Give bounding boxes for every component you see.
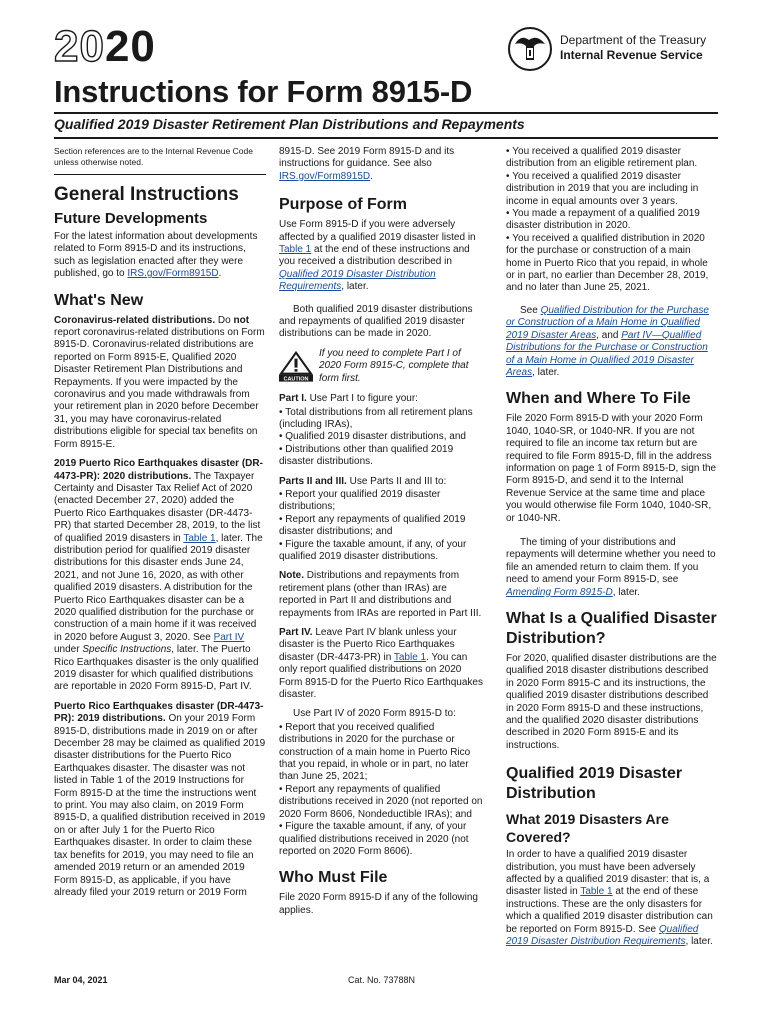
list-item: • Report that you received qualified distributions in 2020 for the purchase or construction of a main home in Puerto Rico that you repaid, in whole or in part, no later than June 25, 2021; xyxy=(279,722,485,784)
subtitle-rule xyxy=(54,137,718,139)
service-name: Internal Revenue Service xyxy=(560,48,703,62)
future-developments-heading: Future Developments xyxy=(54,210,208,227)
disasters-covered-heading: What 2019 Disasters Are Covered? xyxy=(506,811,669,846)
column-middle xyxy=(279,146,485,924)
column-left xyxy=(54,146,266,906)
list-item: • Distributions other than qualified 2019 disaster distributions. xyxy=(279,444,485,469)
caution-box xyxy=(279,348,485,385)
parts-2-3-bullets xyxy=(279,489,485,563)
department-name: Department of the Treasury xyxy=(560,33,707,47)
list-item: • Total distributions from all retirement plans (including IRAs), xyxy=(279,407,485,432)
caution-label: CAUTION xyxy=(283,376,309,383)
pr-2020-paragraph: 2019 Puerto Rico Earthquakes disaster (DR-4473-PR): 2020 distributions. The Taxpayer Certainty and Disaster Tax Relief Act of 2020 (enacted December 27, 2020) added the Puerto Rico Earthquakes disaster (DR-4473-PR) that started December 28, 2019, to the list of qualified 2019 disasters in Table 1, later. The distribution period for qualified 2019 disaster distributions for this disaster ends June 24, 2021, and not June 16, 2020, as with other qualified 2019 disasters. A distribution for the Puerto Rico Earthquakes disaster can be a 2020 qualified distribution for the purchase or construction of a main home if it was received in 2020 before August 3, 2020. See Part IV under Specific Instructions, later. The Puerto Rico Earthquakes disaster is the only qualified 2019 disaster for which qualified distributions are reportable in 2020 Form 8915-D, Part IV. xyxy=(54,458,263,693)
who-must-file-heading: Who Must File xyxy=(279,869,388,887)
table-1-link[interactable]: Table 1 xyxy=(279,244,312,256)
catalog-number: Cat. No. 73788N xyxy=(348,975,416,985)
list-item: • Qualified 2019 disaster distributions, and xyxy=(279,431,485,443)
document-subtitle: Qualified 2019 Disaster Retirement Plan Distributions and Repayments xyxy=(54,116,525,132)
general-instructions-heading: General Instructions xyxy=(54,184,239,205)
part-iv-link[interactable]: Part IV—Qualified Distributions for the Purchase or Construction of a Main Home in Qualified 2019 Disaster Areas xyxy=(506,329,708,378)
future-developments-text: For the latest information about developments related to Form 8915-D and its instructions, such as legislation enacted after they were published, go to IRS.gov/Form8915D. xyxy=(54,231,258,280)
irs-gov-link[interactable]: IRS.gov/Form8915D xyxy=(127,268,219,280)
list-item: • Figure the taxable amount, if any, of your qualified 2019 disaster distributions. xyxy=(279,539,485,564)
qualified-2019-heading: Qualified 2019 Disaster Distribution xyxy=(506,765,683,803)
see-paragraph: See Qualified Distribution for the Purchase or Construction of a Main Home in Qualified 2019 Disaster Areas, and Part IV—Qualified Distributions for the Purchase or Construction of a Main Home in Qualified 2019 Disaster Areas, later. xyxy=(506,304,709,378)
table-1-link[interactable]: Table 1 xyxy=(393,651,427,663)
section-references-note: Section references are to the Internal Revenue Code unless otherwise noted. xyxy=(54,146,253,167)
purpose-of-form-heading: Purpose of Form xyxy=(279,196,408,214)
year-outline-digits: 20 xyxy=(54,22,105,71)
note-paragraph: Note. Distributions and repayments from retirement plans (other than IRAs) are reported in Part II and distributions and repayments from IRAs are reported in Part III. xyxy=(279,570,482,619)
caution-icon xyxy=(279,348,313,385)
list-item: • Figure the taxable amount, if any, of your qualified distributions received in 2020 (not reported on 2020 Form 8606). xyxy=(279,821,485,858)
covered-paragraph: In order to have a qualified 2019 disaster distribution, you must have been adversely affected by a qualified 2019 disaster: that is, a disaster listed in Table 1 at the end of these instructions. These are the only disasters for which a qualified 2019 disaster distribution can be reported on Form 8915-D. See Qualified 2019 Disaster Distribution Requirements, later. xyxy=(506,849,713,948)
list-item: • You received a qualified 2019 disaster distribution in 2019 that you are including in income in equal amounts over 3 years. xyxy=(506,171,718,208)
table-1-link[interactable]: Table 1 xyxy=(183,532,216,544)
part-1-bullets xyxy=(279,407,485,469)
year-bold-digits: 20 xyxy=(104,22,156,71)
divider xyxy=(54,174,266,175)
both-paragraph: Both qualified 2019 disaster distributions and repayments of qualified 2019 disaster distributions can be made in 2020. xyxy=(279,303,473,340)
part-4-use: Use Part IV of 2020 Form 8915-D to: xyxy=(293,708,456,720)
column-right xyxy=(506,146,718,956)
part-iv-link[interactable]: Part IV xyxy=(213,631,245,643)
timing-paragraph: The timing of your distributions and repayments will determine whether you need to file an amended return to claim them. If you need to amend your Form 8915-D, see Amending Form 8915-D, later. xyxy=(506,536,716,598)
table-1-link[interactable]: Table 1 xyxy=(580,886,613,898)
parts-2-3-paragraph: Parts II and III. Use Parts II and III to: xyxy=(279,475,447,487)
agency-block xyxy=(560,33,706,63)
list-item: • You received a qualified distribution in 2020 for the purchase or construction of a main home in Puerto Rico that you repaid, in whole or in part, no earlier than December 28, 2019, and no later than June 25, 2021. xyxy=(506,233,718,295)
revision-date: Mar 04, 2021 xyxy=(54,975,108,985)
part-4-bullets xyxy=(279,722,485,858)
main-home-link[interactable]: Qualified Distribution for the Purchase or Construction of a Main Home in Qualified 2019 Disaster Areas xyxy=(506,304,709,341)
purpose-paragraph: Use Form 8915-D if you were adversely affected by a qualified 2019 disaster listed in Table 1 at the end of these instructions and you received a distribution described in Qualified 2019 Disaster Distribution Requirements, later. xyxy=(279,219,476,293)
irs-eagle-seal-icon xyxy=(507,26,553,72)
list-item: • Report any repayments of qualified 2019 disaster distributions; and xyxy=(279,514,485,539)
requirements-link[interactable]: Qualified 2019 Disaster Distribution Requirements xyxy=(506,923,699,948)
caution-text: If you need to complete Part I of 2020 Form 8915-C, complete that form first. xyxy=(319,347,469,384)
when-where-heading: When and Where To File xyxy=(506,390,691,408)
document-title: Instructions for Form 8915-D xyxy=(54,74,473,109)
list-item: • Report any repayments of qualified distributions received in 2020 (not reported on 2020 Form 8606, Nondeductible IRAs); and xyxy=(279,784,485,821)
amending-link[interactable]: Amending Form 8915-D xyxy=(506,586,613,598)
requirements-link[interactable]: Qualified 2019 Disaster Distribution Requirements xyxy=(279,268,436,293)
part-1-paragraph: Part I. Use Part I to figure your: xyxy=(279,393,418,405)
list-item: • You made a repayment of a qualified 2019 disaster distribution in 2020. xyxy=(506,208,718,233)
title-rule xyxy=(54,112,718,114)
who-must-file-text: File 2020 Form 8915-D if any of the following applies. xyxy=(279,892,478,916)
part-4-paragraph: Part IV. Leave Part IV blank unless your disaster is the Puerto Rico Earthquakes disaster (DR-4473-PR) in Table 1. You can only report qualified distributions on 2020 Form 8915-D for the Puerto Rico Earthquakes disaster. xyxy=(279,627,483,701)
pr-2019-paragraph: Puerto Rico Earthquakes disaster (DR-4473-PR): 2019 distributions. On your 2019 Form 8915-D, distributions made in 2019 on or after December 28 may be claimed as qualified 2019 disaster distributions for the Puerto Rico Earthquakes disaster. The disaster was not listed in Table 1 of the 2019 Instructions for Form 8915-D at the time the instructions went to print. You may also claim, on 2019 Form 8915-D, a qualified distribution received in 2019 on or after July 1 for the Puerto Rico Earthquakes disaster. In order to claim these tax benefits for 2019, you may need to file an amended 2019 return or an amended 2019 Form 8915-D, as applicable, if you have already filed your 2019 return or 2019 Form xyxy=(54,700,266,898)
tax-year xyxy=(54,24,156,70)
covid-paragraph: Coronavirus-related distributions. Do not report coronavirus-related distributions on Form 8915-D. Coronavirus-related distributions are reported on Form 8915-E, Qualified 2020 Disaster Retirement Plan Distributions and Repayments. If you were impacted by the coronavirus and you made withdrawals from your retirement plan in 2020 before December 31, you may have coronavirus-related distributions eligible for special tax benefits on Form 8915-E. xyxy=(54,314,265,450)
who-must-file-bullets xyxy=(506,146,718,295)
list-item: • You received a qualified 2019 disaster distribution from an eligible retirement plan. xyxy=(506,146,718,171)
what-is-qualified-heading: What Is a Qualified Disaster Distribution? xyxy=(506,610,717,647)
what-is-qualified-text: For 2020, qualified disaster distributions are the qualified 2018 disaster distributions described in 2020 Form 8915-C and its instructions, the qualified 2019 disaster distributions described in 2020 Form 8915-D and these instructions, and the qualified 2020 disaster distributions described in 2020 Form 8915-E and its instructions. xyxy=(506,653,717,751)
whats-new-heading: What's New xyxy=(54,291,144,309)
when-where-text: File 2020 Form 8915-D with your 2020 Form 1040, 1040-SR, or 1040-NR. If you are not required to file an income tax return but are required to file Form 8915-D, fill in the address information on page 1 of Form 8915-D, sign the Form 8915-D, and send it to the Internal Revenue Service at the same time and place you would otherwise file Form 1040, 1040-SR, or 1040-NR. xyxy=(506,413,717,524)
list-item: • Report your qualified 2019 disaster distributions; xyxy=(279,489,485,514)
irs-gov-link[interactable]: IRS.gov/Form8915D xyxy=(279,170,371,182)
continued-paragraph: 8915-D. See 2019 Form 8915-D and its instructions for guidance. See also IRS.gov/Form8915D. xyxy=(279,146,455,182)
